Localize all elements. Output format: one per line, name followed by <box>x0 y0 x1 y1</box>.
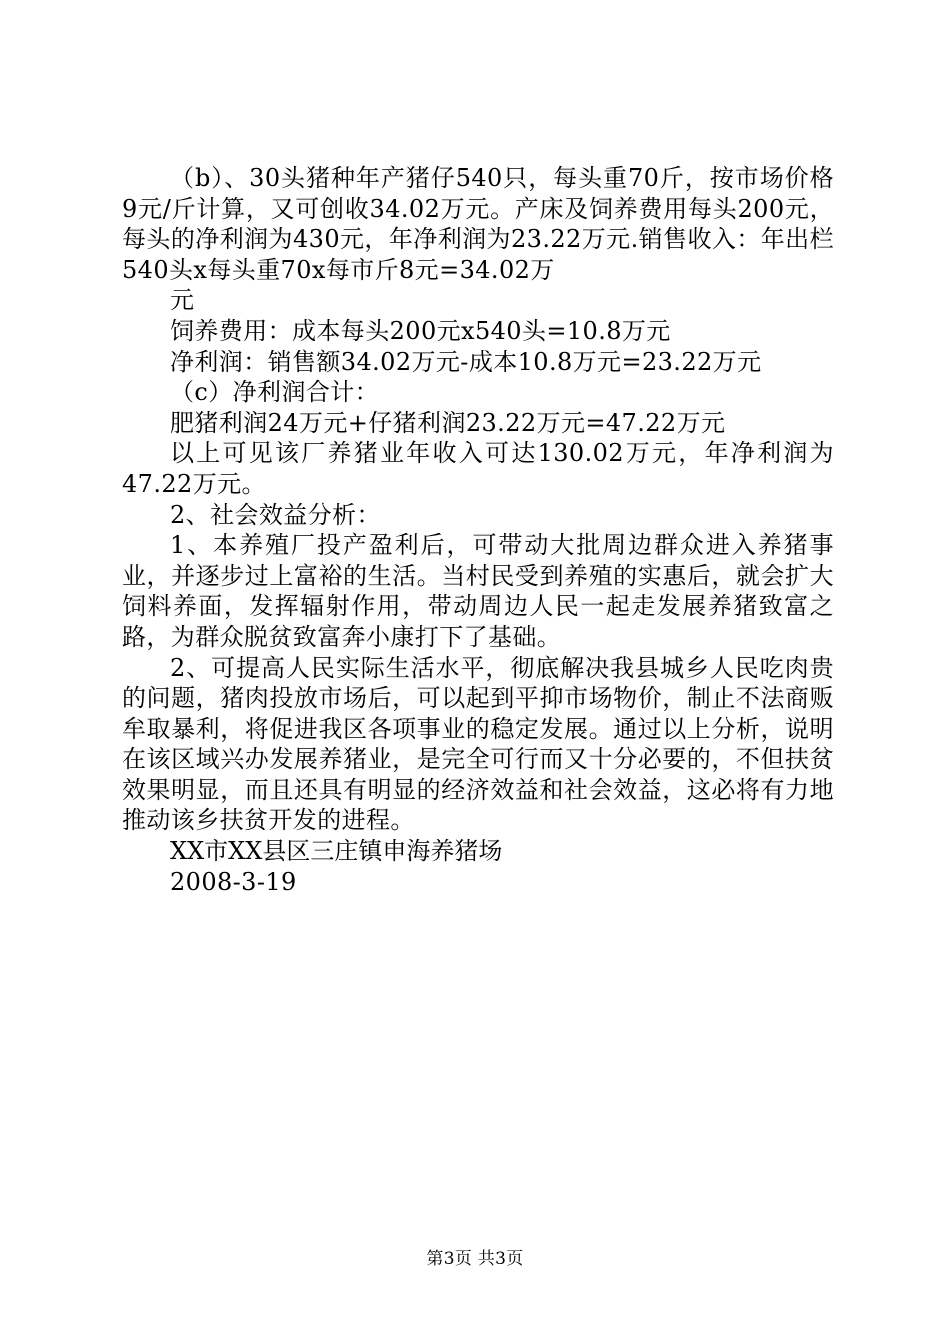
paragraph-social-benefit-2: 2、可提高人民实际生活水平，彻底解决我县城乡人民吃肉贵的问题，猪肉投放市场后，可以起到平抑市场物价，制止不法商贩牟取暴利，将促进我区各项事业的稳定发展。通过以上分析，说明在该区域兴办发展养猪业，是完全可行而又十分必要的，不但扶贫效果明显，而且还具有明显的经济效益和社会效益，这必将有力地推动该乡扶贫开发的进程。 <box>122 653 834 835</box>
paragraph-net-profit: 净利润：销售额34.02万元-成本10.8万元=23.22万元 <box>170 347 762 376</box>
paragraph-total-profit-formula: 肥猪利润24万元+仔猪利润23.22万元=47.22万元 <box>170 408 726 437</box>
paragraph-breeding-sows-revenue: （b）、30头猪种年产猪仔540只，每头重70斤，按市场价格9元/斤计算，又可创收34.02万元。产床及饲养费用每头200元，每头的净利润为430元，年净利润为23.22万元.销售收入：年出栏540头x每头重70x每市斤8元=34.02万 <box>122 164 834 284</box>
paragraph-social-benefit-1: 1、本养殖厂投产盈利后，可带动大批周边群众进入养猪事业，并逐步过上富裕的生活。当村民受到养殖的实惠后，就会扩大饲料养面，发挥辐射作用，带动周边人民一起走发展养猪致富之路，为群众脱贫致富奔小康打下了基础。 <box>122 531 834 651</box>
signature-date: 2008-3-19 <box>170 867 297 896</box>
page-number-label: 第3页 共3页 <box>426 1249 524 1269</box>
section-heading-social-benefit: 2、社会效益分析： <box>170 500 381 529</box>
paragraph-unit-continuation: 元 <box>170 286 195 315</box>
paragraph-annual-summary: 以上可见该厂养猪业年收入可达130.02万元，年净利润为47.22万元。 <box>122 439 834 498</box>
signature-organization: XX市XX县区三庄镇申海养猪场 <box>170 837 503 866</box>
page-footer <box>0 1244 950 1269</box>
document-body <box>122 163 834 897</box>
paragraph-total-profit-heading: （c）净利润合计： <box>170 378 380 407</box>
paragraph-feeding-cost: 饲养费用：成本每头200元x540头=10.8万元 <box>170 316 671 345</box>
